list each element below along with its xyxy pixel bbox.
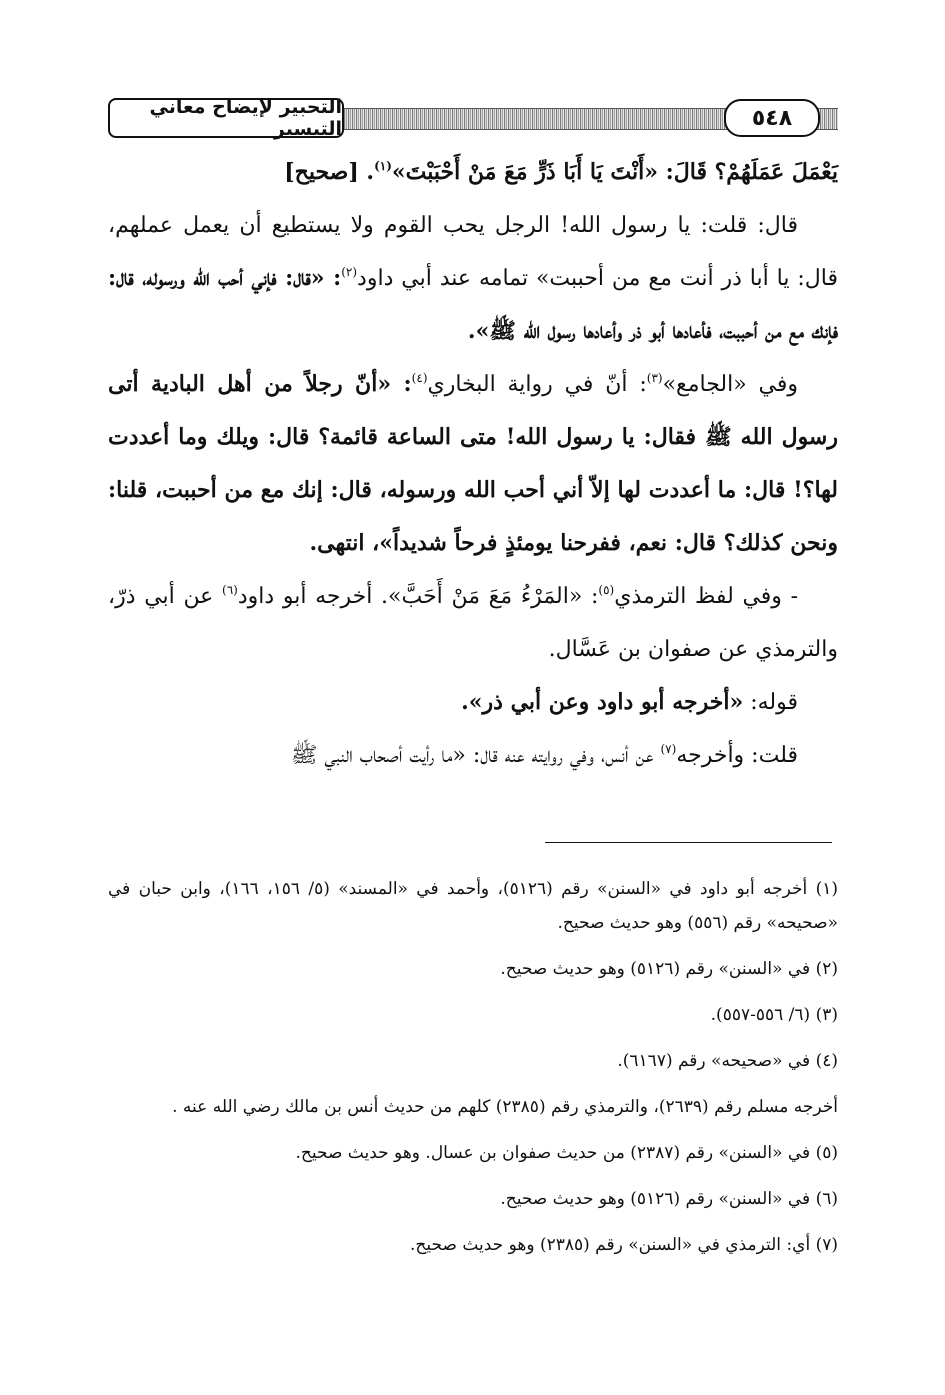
paragraph-1 bbox=[108, 146, 838, 199]
footnote-ref-2: (٢) bbox=[341, 265, 358, 279]
footnote-ref-1: (١) bbox=[374, 159, 392, 173]
paragraph-6 bbox=[108, 729, 838, 782]
footnote-5: (٥) في «السنن» رقم (٢٣٨٧) من حديث صفوان بن عسال. وهو حديث صحيح. bbox=[295, 1143, 838, 1163]
paragraph-5-text-b: «أخرجه أبو داود وعن أبي ذر». bbox=[461, 689, 744, 715]
footnote-1: (١) أخرجه أبو داود في «السنن» رقم (٥١٢٦)، وأحمد في «المسند» (٥/ ١٥٦، ١٦٦)، وابن حبان في «صحيحه» رقم (٥٥٦) وهو حديث صحيح. bbox=[108, 879, 839, 933]
footnote-ref-5: (٥) bbox=[598, 583, 615, 597]
paragraph-2-text-b: : «قال: فإني أحب الله ورسوله، قال: فإنك مع من أحببت، فأعادها أبو ذر وأعادها رسول الله ﷺ». bbox=[108, 265, 838, 344]
paragraph-5-text-a: قوله: bbox=[743, 690, 798, 715]
paragraph-2 bbox=[108, 199, 838, 358]
grading-text: . [صحيح] bbox=[284, 159, 375, 185]
footnote-4: (٤) في «صحيحه» رقم (٦١٦٧). bbox=[617, 1051, 838, 1071]
paragraph-3-text-a: وفي «الجامع» bbox=[662, 372, 798, 397]
book-title: التحبير لإيضاح معاني التيسير bbox=[108, 98, 344, 138]
footnote-6: (٦) في «السنن» رقم (٥١٢٦) وهو حديث صحيح. bbox=[500, 1189, 838, 1209]
page-number: ٥٤٨ bbox=[724, 99, 820, 137]
paragraph-6-text-a: قلت: وأخرجه bbox=[676, 743, 798, 768]
paragraph-3-text-b: : أنّ في رواية البخاري bbox=[427, 372, 647, 397]
footnote-4-continuation: أخرجه مسلم رقم (٢٦٣٩)، والترمذي رقم (٢٣٨٥) كلهم من حديث أنس بن مالك رضي الله عنه . bbox=[172, 1097, 838, 1117]
footnote-ref-4: (٤) bbox=[411, 371, 428, 385]
paragraph-6-text-b: عن أنس، وفي روايته عنه قال: «ما رأيت أصحاب النبي ﷺ bbox=[290, 743, 661, 768]
footnote-3: (٣) (٦/ ٥٥٦-٥٥٧). bbox=[710, 1005, 838, 1025]
footnote-7: (٧) أي: الترمذي في «السنن» رقم (٢٣٨٥) وهو حديث صحيح. bbox=[410, 1235, 838, 1255]
paragraph-5 bbox=[108, 676, 838, 729]
paragraph-4-text-c: عن أبي ذرّ، والترمذي عن صفوان بن عَسَّال. bbox=[108, 584, 838, 662]
footnote-separator bbox=[545, 842, 832, 843]
paragraph-4-text-b: : «المَرْءُ مَعَ مَنْ أَحَبَّ». أخرجه أبو داود bbox=[237, 584, 599, 609]
footnote-ref-6: (٦) bbox=[222, 583, 238, 597]
paragraph-4-text-a: - وفي لفظ الترمذي bbox=[614, 584, 799, 609]
footnotes bbox=[108, 872, 838, 1274]
paragraph-2-text-a: قال: قلت: يا رسول الله! الرجل يحب القوم ولا يستطيع أن يعمل عملهم، قال: يا أبا ذر أنت مع من أحببت» تمامه عند أبي داود bbox=[108, 213, 838, 291]
hadith-text: يَعْمَلَ عَمَلَهُمْ؟ قَالَ: «أَنْتَ يَا أَبَا ذَرٍّ مَعَ مَنْ أَحْبَبْتَ» bbox=[391, 159, 838, 185]
main-text bbox=[108, 146, 838, 782]
page-header bbox=[108, 96, 838, 140]
footnote-ref-3: (٣) bbox=[646, 371, 663, 385]
paragraph-3-text-c: : «أنّ رجلاً من أهل البادية أتى رسول الله ﷺ فقال: يا رسول الله! متى الساعة قائمة؟ قال: ويلك وما أعددت لها؟! قال: ما أعددت لها إلاّ أني أحب الله ورسوله، قال: إنك مع من أحببت، قلنا: ونحن كذلك؟ قال: نعم، ففرحنا يومئذٍ فرحاً شديداً»، انتهى. bbox=[108, 371, 838, 556]
footnote-2: (٢) في «السنن» رقم (٥١٢٦) وهو حديث صحيح. bbox=[500, 959, 838, 979]
paragraph-4 bbox=[108, 570, 838, 676]
paragraph-3 bbox=[108, 358, 838, 570]
footnote-ref-7: (٧) bbox=[660, 742, 677, 756]
